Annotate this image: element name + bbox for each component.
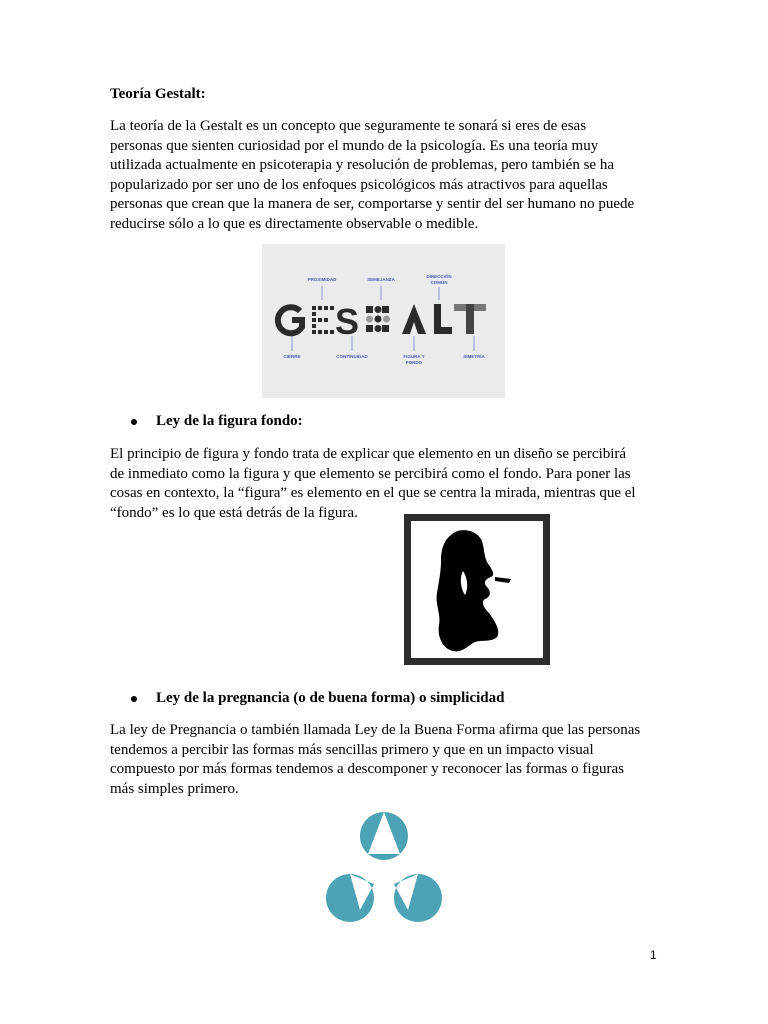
section-heading: Ley de la pregnancia (o de buena forma) o simplicidad (156, 690, 505, 706)
page-number: 1 (650, 948, 657, 962)
paragraph-line: compuesto por más formas tendemos a descomponer y reconocer las formas o figuras (110, 761, 625, 778)
paragraph-line: de inmediato como la figura y que elemento se percibirá como el fondo. Para poner las (110, 465, 631, 482)
letter-s (335, 301, 359, 342)
gestalt-diagram (262, 244, 505, 398)
intro-paragraph (110, 117, 670, 235)
letter-g (278, 307, 302, 333)
label-proximidad: PROXIMIDAD (307, 277, 337, 282)
paragraph-line: “fondo” es lo que está detrás de la figura. (110, 504, 358, 521)
intro-line: popularizado por ser uno de los enfoques psicológicos más atractivos para aquellas (110, 176, 608, 193)
bullet-pregnancia (131, 690, 505, 707)
label-direccion: DIRECCIÓN (426, 274, 452, 279)
section-heading: Ley de la figura fondo: (156, 413, 303, 429)
page-title: Teoría Gestalt: (110, 86, 206, 102)
face-silhouette (411, 521, 543, 658)
intro-line: reducirse sólo a lo que es directamente observable o medible. (110, 215, 479, 232)
paragraph-line: La ley de Pregnancia o también llamada Ley de la Buena Forma afirma que las personas (110, 722, 641, 738)
pacman-left (326, 874, 374, 922)
gestalt-principles-image (262, 244, 505, 398)
label-figura-y: FIGURA Y (403, 354, 425, 359)
intro-line: personas que sienten curiosidad por el mundo de la psicología. Es una teoría muy (110, 137, 599, 154)
similarity-dots (366, 306, 390, 332)
intro-line: La teoría de la Gestalt es un concepto que seguramente te sonará si eres de esas (110, 118, 587, 134)
label-cierre: CIERRE (283, 354, 301, 359)
letter-a (402, 304, 426, 334)
label-semejanza: SEMEJANZA (367, 277, 395, 282)
svg-text:S: S (334, 301, 360, 342)
bullet-dot (131, 696, 137, 702)
letter-l (434, 304, 452, 334)
pacman-top (360, 812, 408, 860)
letter-t (454, 304, 486, 334)
label-comun: COMÚN (430, 280, 448, 285)
figure-ground-image (404, 514, 550, 665)
paragraph-line: El principio de figura y fondo trata de explicar que elemento en un diseño se percibirá (110, 446, 627, 462)
kanizsa-triangle (324, 810, 444, 926)
label-fondo: FONDO (405, 360, 423, 365)
figure-ground-canvas (411, 521, 543, 658)
intro-line: personas que crean que la manera de ser, comportarse y sentir del ser humano no puede (110, 196, 635, 213)
paragraph-line: cosas en contexto, la “figura” es elemento en el que se centra la mirada, mientras que el (110, 485, 636, 502)
paragraph-line: más simples primero. (110, 780, 239, 797)
label-continuidad: CONTINUIDAD (336, 354, 368, 359)
bullet-figura-fondo (131, 413, 303, 430)
paragraph-line: tendemos a percibir las formas más sencillas primero y que en un impacto visual (110, 741, 594, 758)
pacman-right (394, 874, 442, 922)
figura-fondo-paragraph (110, 445, 670, 523)
bullet-dot (131, 419, 137, 425)
label-simetria: SIMETRÍA (463, 354, 485, 359)
intro-line: utilizada actualmente en psicoterapia y resolución de problemas, pero también se ha (110, 157, 614, 174)
kanizsa-triangle-image (324, 810, 444, 926)
letter-e-dots (312, 306, 334, 334)
pregnancia-paragraph (110, 721, 670, 799)
